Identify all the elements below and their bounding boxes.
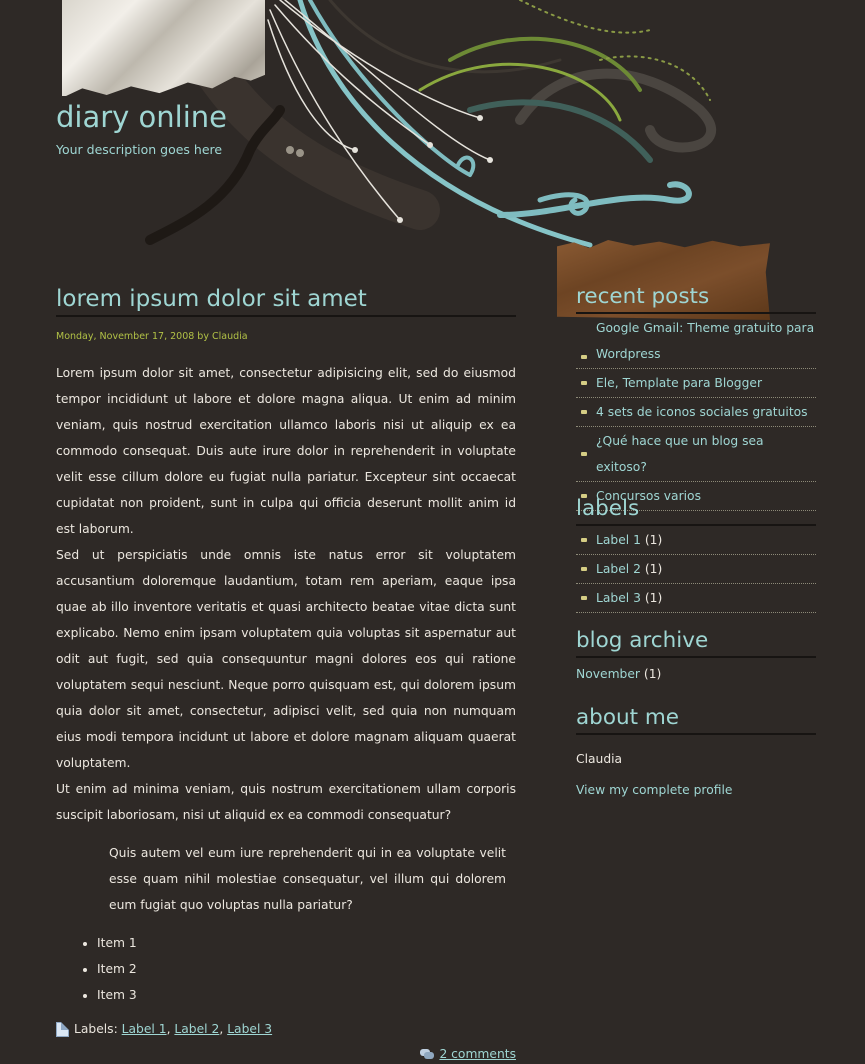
main-column (56, 285, 516, 1064)
bullet-icon (581, 355, 587, 359)
list-item (576, 584, 816, 613)
label-count: (1) (644, 562, 663, 576)
bullet-icon (581, 410, 587, 414)
label-separator: , (166, 1022, 171, 1036)
recent-post-link[interactable]: Google Gmail: Theme gratuito para Wordpress (596, 321, 815, 361)
label-separator: , (219, 1022, 224, 1036)
document-icon (56, 1022, 69, 1037)
post-labels (56, 1018, 516, 1040)
comments-row (56, 1044, 516, 1064)
list-item (576, 398, 816, 427)
post-label-link[interactable]: Label 3 (227, 1022, 273, 1036)
blog-description: Your description goes here (56, 142, 223, 157)
post-list (56, 930, 516, 1008)
sidebar-archive (576, 627, 816, 684)
post-meta: Monday, November 17, 2008 by Claudia (56, 331, 248, 342)
list-item: • Item 2 (97, 956, 516, 982)
list-item (576, 555, 816, 584)
about-name: Claudia (576, 752, 623, 766)
post-label-link[interactable]: Label 2 (174, 1022, 220, 1036)
about-profile (576, 780, 816, 800)
bullet-icon (581, 538, 587, 542)
post-paragraph: Sed ut perspiciatis unde omnis iste natus error sit voluptatem accusantium doloremque laudantium, totam rem aperiam, eaque ipsa quae ab illo inventore veritatis et quasi architecto beatae vitae dicta sunt explicabo. Nemo enim ipsam voluptatem quia voluptas sit aspernatur aut odit aut fugit, sed quia consequuntur magni dolores eos qui ratione voluptatem sequi nesciunt. Neque porro quisquam est, qui dolorem ipsum quia dolor sit amet, consectetur, adipisci velit, sed quia non numquam eius modi tempora incidunt ut labore et dolore magnam aliquam quaerat voluptatem. (56, 548, 516, 770)
recent-post-link[interactable]: 4 sets de iconos sociales gratuitos (596, 405, 808, 419)
label-link[interactable]: Label 2 (596, 562, 641, 576)
label-link[interactable]: Label 1 (596, 533, 641, 547)
labels-prefix: Labels: (74, 1022, 118, 1036)
bullet-icon (581, 452, 587, 456)
post-body (56, 360, 516, 1008)
comments-link[interactable]: 2 comments (439, 1047, 516, 1061)
widget-title-about: about me (576, 704, 816, 735)
widget-title-recent-posts: recent posts (576, 283, 816, 314)
post-paragraph: Ut enim ad minima veniam, quis nostrum exercitationem ullam corporis suscipit laboriosam, nisi ut aliquid ex ea commodi consequatur? (56, 782, 516, 822)
post-title[interactable]: lorem ipsum dolor sit amet (56, 285, 516, 317)
sidebar-recent-posts (576, 283, 816, 511)
recent-post-link[interactable]: Concursos varios (596, 489, 701, 503)
recent-post-link[interactable]: Ele, Template para Blogger (596, 376, 763, 390)
archive-count: (1) (643, 667, 662, 681)
recent-post-link[interactable]: ¿Qué hace que un blog sea exitoso? (596, 434, 764, 474)
widget-title-archive: blog archive (576, 627, 816, 658)
sidebar-about (576, 704, 816, 800)
post-paragraph: Lorem ipsum dolor sit amet, consectetur adipisicing elit, sed do eiusmod tempor incididunt ut labore et dolore magna aliqua. Ut enim ad minim veniam, quis nostrud exercitation ullamco laboris nisi ut aliquip ex ea commodo consequat. Duis aute irure dolor in reprehenderit in voluptate velit esse cillum dolore eu fugiat nulla pariatur. Excepteur sint occaecat cupidatat non proident, sunt in culpa qui officia deserunt mollit anim id est laborum. (56, 366, 516, 536)
label-count: (1) (644, 533, 663, 547)
archive-entry (576, 664, 816, 684)
widget-labels (576, 495, 816, 613)
widget-recent-posts (576, 283, 816, 511)
list-item (576, 427, 816, 482)
list-item (576, 369, 816, 398)
torn-paper-decoration (62, 0, 265, 96)
label-count: (1) (644, 591, 663, 605)
post-label-link[interactable]: Label 1 (121, 1022, 167, 1036)
view-profile-link[interactable]: View my complete profile (576, 783, 733, 797)
bullet-icon (581, 596, 587, 600)
post-blockquote: Quis autem vel eum iure reprehenderit qui in ea voluptate velit esse quam nihil molestiae consequatur, vel illum qui dolorem eum fugiat quo voluptas nulla pariatur? (109, 846, 506, 912)
blog-title[interactable]: diary online (56, 100, 227, 134)
comment-bubble-icon (420, 1049, 434, 1060)
bullet-icon (581, 567, 587, 571)
list-item (576, 526, 816, 555)
bullet-icon (581, 381, 587, 385)
archive-month-link[interactable]: November (576, 667, 640, 681)
list-item: • Item 1 (97, 930, 516, 956)
list-item: • Item 3 (97, 982, 516, 1008)
label-link[interactable]: Label 3 (596, 591, 641, 605)
list-item (576, 314, 816, 369)
widget-title-labels: labels (576, 495, 816, 526)
sidebar-labels (576, 495, 816, 613)
